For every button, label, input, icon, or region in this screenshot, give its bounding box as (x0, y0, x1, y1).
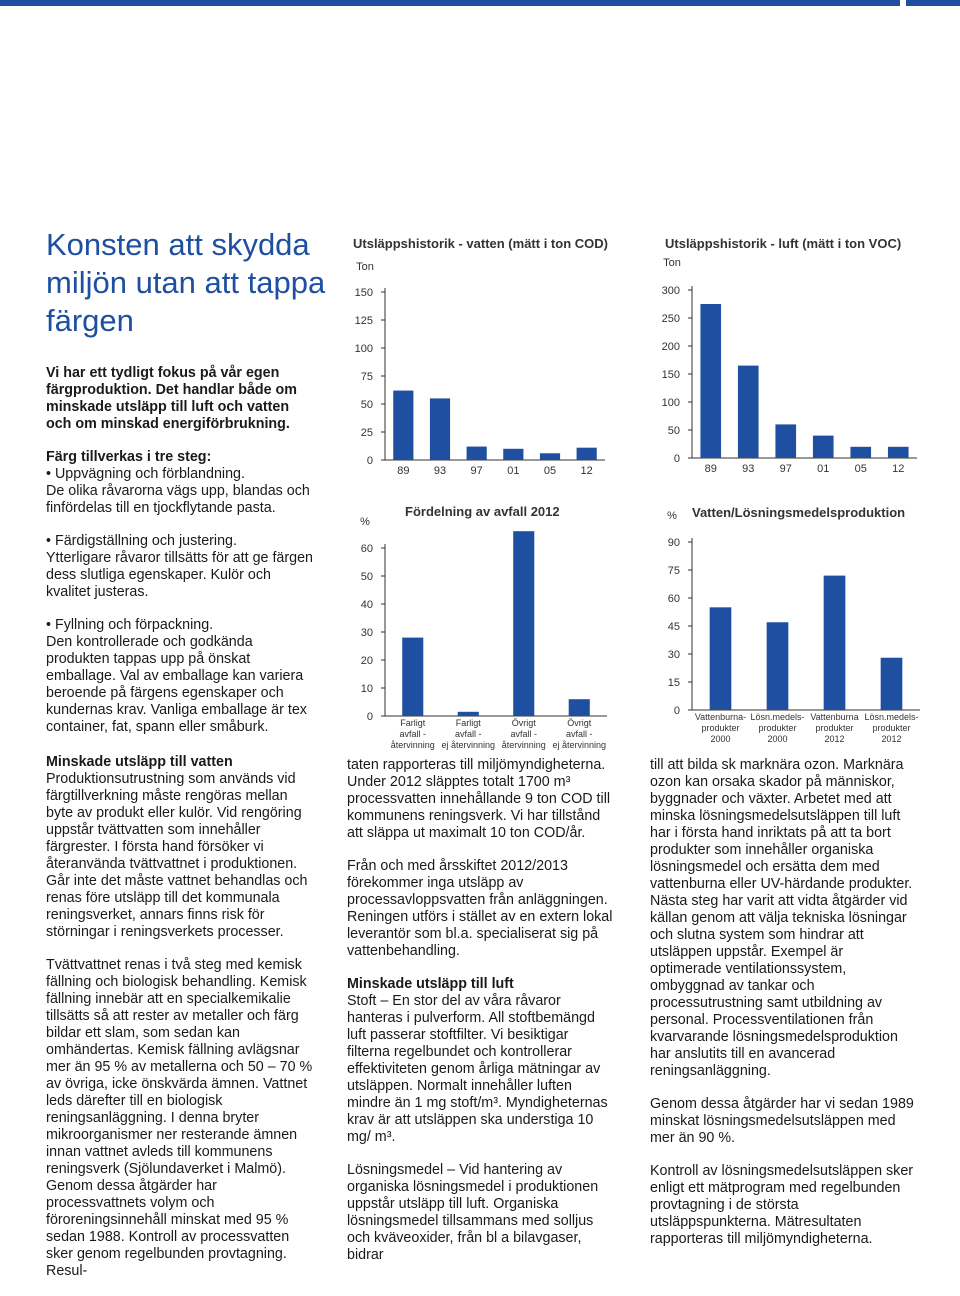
chart-waste-bar (402, 638, 423, 716)
page-title: Konsten att skydda miljön utan att tappa färgen (46, 227, 326, 338)
chart-solvent-xtick-line: produkter (815, 723, 854, 733)
chart-water-bar (540, 453, 560, 460)
chart-air-bar (850, 447, 871, 458)
chart-solvent-xtick-line: 2012 (824, 734, 845, 744)
chart-air-bar (813, 436, 834, 458)
chart-water-ytick: 100 (354, 343, 373, 355)
chart-air-ytick: 200 (661, 341, 680, 353)
chart-solvent-xtick-line: produkter (872, 723, 911, 733)
chart-water-ytick: 125 (354, 315, 373, 327)
chart-air-emissions (660, 230, 930, 485)
chart-waste-xtick-line: återvinning (501, 740, 546, 750)
chart-waste-xtick-line: ej återvinning (441, 740, 496, 750)
chart-solvent-xtick (750, 712, 804, 744)
chart-waste-ytick: 20 (360, 655, 373, 667)
chart-solvent-title: Vatten/Lösningsmedelsproduktion (692, 505, 906, 520)
chart-water-xtick: 01 (507, 465, 520, 477)
water-section-title: Minskade utsläpp till vatten (46, 754, 233, 770)
chart-solvent-ylabel: % (667, 510, 677, 522)
chart-water-bar (467, 447, 487, 460)
chart-waste-xtick-line: Farligt (400, 718, 426, 728)
chart-water-emissions (345, 230, 615, 485)
right-paragraph-3: Kontroll av lösningsmedelsutsläppen sker enligt ett mätprogram med regelbunden provtagning i de största utsläppspunkterna. Mätresultaten rapporteras till miljömyndigheterna. (650, 1163, 914, 1247)
chart-solvent-ytick: 45 (667, 621, 680, 633)
chart-water-svg (345, 230, 615, 485)
chart-waste-xtick-line: avfall - (510, 729, 538, 739)
middle-paragraph-2: Från och med årsskiftet 2012/2013 förekommer inga utsläpp av processavloppsvatten från anläggningen. Reningen utförs i stället av en extern lokal leverantör som bl.a. specialiserat sig på vattenbehandling. (347, 858, 613, 959)
top-accent-bar-end (906, 0, 960, 6)
chart-solvent-ytick: 90 (667, 537, 680, 549)
step3-text: Den kontrollerade och godkända produkten tappas upp på önskat emballage. Val av emballage kan variera beroende på färgens egenskaper och kundernas krav. Vanliga emballage är tex container, fat, spann eller småburk. (46, 634, 307, 735)
chart-solvent-xtick (695, 712, 746, 744)
chart-air-xtick: 89 (704, 463, 717, 475)
chart-air-title: Utsläppshistorik - luft (mätt i ton VOC) (665, 236, 902, 251)
top-accent-bar-main (0, 0, 900, 6)
chart-air-xtick: 97 (779, 463, 792, 475)
chart-waste-ylabel: % (360, 516, 370, 528)
steps-title: Färg tillverkas i tre steg: (46, 449, 212, 465)
chart-air-bar (888, 447, 909, 458)
chart-solvent-ytick: 60 (667, 593, 680, 605)
step2-text: Ytterligare råvaror tillsätts för att ge färgen dess slutliga egenskaper. Kulör och kvalitet justeras. (46, 550, 313, 600)
step1-title: • Uppvägning och förblandning. (46, 466, 245, 482)
right-paragraph-1: till att bilda sk marknära ozon. Marknära ozon kan orsaka skador på människor, byggnader och växter. Arbetet med att minska lösningsmedelsutsläppen till luft har i första hand inriktats på att ta bort produkter som innehåller organiska lösningsmedel och ersätta dem med vattenburna eller UV-härdande produkter. Nästa steg har varit att vidta åtgärder vid källan genom att välja tekniska lösningar och slutna system som hindrar att utsläppen uppstår. Exempel är optimerade ventilationssystem, ombyggnad av tankar och processutrustning samt utbildning av personal. Processventilationen från kvarvarande lösningsmedelsproduktion har anslutits till en avancerad reningsanläggning. (650, 757, 913, 1079)
chart-solvent-xtick-line: Vattenburna (810, 712, 859, 722)
chart-waste-bar (569, 699, 590, 716)
water-section-text: Produktionsutrustning som används vid färgtillverkning måste rengöras mellan byte av produkt eller kulör. Vid rengöring uppstår tvättvatten som innehåller färgrester. I första hand försöker vi återanvända tvättvattnet i produktionen. Går inte det måste vattnet behandlas och renas före utsläpp till det kommunala reningsverket, annars finns risk för störningar i reningsverkets processer. (46, 771, 308, 940)
chart-solvent-xtick-line: 2012 (881, 734, 902, 744)
chart-air-ytick: 50 (667, 425, 680, 437)
chart-water-xtick: 97 (470, 465, 483, 477)
air-section-text: Stoft – En stor del av våra råvaror hanteras i pulverform. All stoftbemängd luft passerar stoftfilter. Vi besiktigar filterna regelbundet och kontrollerar effektiviteten genom årliga mätningar av utsläppen. Normalt innehåller luften mindre än 1 mg stoft/m³. Myndigheternas krav är att utsläppen ska understiga 10 mg/ m³. (347, 993, 608, 1145)
chart-air-svg (660, 230, 930, 485)
chart-waste-ytick: 10 (360, 683, 373, 695)
chart-air-bar (775, 424, 796, 458)
chart-waste-xtick-line: Övrigt (511, 718, 536, 728)
chart-waste-ytick: 40 (360, 599, 373, 611)
wash-text: Tvättvattnet renas i två steg med kemisk fällning och biologisk behandling. Kemisk fällning innebär att en specialkemikalie tillsätts så att rester av metaller och färg bildar ett slam, som sedan kan omhändertas. Kemisk fällning avlägsnar mer än 95 % av metallerna och 50 – 70 % av övriga, icke önskvärda ämnen. Vattnet leds därefter till en biologisk reningsanläggning. I denna bryter mikroorganismer ner resterande ämnen innan vattnet avleds till kommunens reningsverk (Sjölundaverket i Malmö). Genom dessa åtgärder har processvattnets volym och föroreningsinnehåll minskat med 95 % sedan 1988. Kontroll av processvatten sker genom regelbunden provtagning. Resul- (46, 957, 313, 1279)
chart-solvent-xtick-line: Lösn.medels- (864, 712, 919, 722)
chart-solvent-xtick-line: produkter (701, 723, 740, 733)
column-middle (347, 757, 615, 1280)
chart-solvent-ytick: 75 (667, 565, 680, 577)
top-accent-bar (0, 0, 960, 6)
chart-solvent-xtick-line: Vattenburna- (694, 712, 747, 722)
chart-solvent-bar (710, 607, 732, 710)
chart-waste-xtick-line: avfall - (399, 729, 427, 739)
chart-water-bar (577, 448, 597, 460)
middle-paragraph-1: taten rapporteras till miljömyndigheterna. Under 2012 släpptes totalt 1700 m³ processvatten innehållande 9 ton COD till kommunens reningsverk. Vi har tillstånd att släppa ut maximalt 10 ton COD/år. (347, 757, 611, 841)
chart-solvent-svg (660, 500, 930, 755)
chart-solvent-xtick-line: 2000 (767, 734, 788, 744)
chart-air-ytick: 300 (661, 285, 680, 297)
chart-solvent-ytick: 15 (667, 677, 680, 689)
chart-waste-xtick (391, 718, 435, 750)
chart-waste-xtick-line: återvinning (390, 740, 435, 750)
chart-waste-xtick-line: Farligt (455, 718, 481, 728)
step2-title: • Färdigställning och justering. (46, 533, 237, 549)
chart-water-xtick: 93 (433, 465, 447, 477)
chart-air-bar (738, 366, 759, 458)
chart-water-bar (430, 398, 450, 460)
chart-air-xtick: 12 (892, 463, 905, 475)
chart-water-bar (503, 449, 523, 460)
chart-water-ytick: 25 (360, 427, 373, 439)
chart-solvent-xtick (810, 712, 858, 744)
chart-water-ytick: 75 (360, 371, 373, 383)
chart-waste-xtick (502, 718, 546, 750)
right-paragraph-2: Genom dessa åtgärder har vi sedan 1989 minskat lösningsmedelsutsläppen med mer än 90 %. (650, 1096, 914, 1146)
chart-waste-ytick: 60 (360, 543, 373, 555)
chart-waste-bar (513, 531, 534, 716)
chart-air-xtick: 01 (817, 463, 830, 475)
chart-waste-svg (345, 500, 615, 755)
chart-waste-xtick (552, 718, 606, 750)
chart-solvent-xtick-line: produkter (758, 723, 797, 733)
chart-water-bar (393, 391, 413, 460)
chart-air-xtick: 05 (854, 463, 867, 475)
chart-waste-ytick: 30 (360, 627, 373, 639)
air-section-title: Minskade utsläpp till luft (347, 976, 514, 992)
chart-water-title: Utsläppshistorik - vatten (mätt i ton COD) (353, 236, 608, 251)
chart-air-ytick: 0 (673, 453, 680, 465)
chart-water-ytick: 50 (360, 399, 373, 411)
chart-waste-xtick-line: avfall - (565, 729, 593, 739)
chart-air-bar (700, 304, 721, 458)
chart-solvent-bar (881, 658, 903, 710)
chart-solvent-xtick-line: 2000 (710, 734, 731, 744)
chart-waste-xtick-line: avfall - (454, 729, 482, 739)
chart-waste-distribution (345, 500, 615, 755)
chart-solvent-xtick-line: Lösn.medels- (750, 712, 805, 722)
step1-text: De olika råvarorna vägs upp, blandas och finfördelas till en tjockflytande pasta. (46, 483, 310, 516)
chart-air-ylabel: Ton (663, 257, 681, 269)
chart-water-ytick: 0 (366, 455, 373, 467)
chart-waste-ytick: 50 (360, 571, 373, 583)
chart-solvent-ytick: 30 (667, 649, 680, 661)
chart-waste-bar (458, 712, 479, 716)
chart-waste-xtick (441, 718, 495, 750)
chart-solvent-ytick: 0 (673, 705, 680, 717)
chart-water-xtick: 89 (397, 465, 410, 477)
solvent-text: Lösningsmedel – Vid hantering av organiska lösningsmedel i produktionen uppstår utsläpp till luft. Organiska lösningsmedel tillsammans med solljus och kväveoxider, från bl a bilavgaser, bidrar (347, 1162, 599, 1263)
chart-water-xtick: 05 (543, 465, 557, 477)
chart-waste-xtick-line: Övrigt (567, 718, 592, 728)
column-right (650, 757, 915, 1264)
intro-paragraph: Vi har ett tydligt fokus på vår egen färgproduktion. Det handlar både om minskade utsläpp till luft och vatten och om minskad energiförbrukning. (46, 365, 298, 432)
chart-solvent-xtick (864, 712, 918, 744)
chart-waste-title: Fördelning av avfall 2012 (405, 504, 560, 519)
chart-waste-ytick: 0 (366, 711, 373, 723)
column-left (46, 365, 314, 1296)
chart-solvent-production (660, 500, 930, 755)
chart-air-xtick: 93 (742, 463, 755, 475)
chart-solvent-bar (824, 576, 846, 710)
chart-water-ylabel: Ton (356, 261, 374, 273)
chart-air-ytick: 150 (661, 369, 680, 381)
chart-water-ytick: 150 (354, 287, 373, 299)
chart-waste-xtick-line: ej återvinning (552, 740, 607, 750)
step3-title: • Fyllning och förpackning. (46, 617, 214, 633)
chart-air-ytick: 250 (661, 313, 680, 325)
chart-air-ytick: 100 (661, 397, 680, 409)
chart-water-xtick: 12 (580, 465, 593, 477)
chart-solvent-bar (767, 622, 789, 710)
